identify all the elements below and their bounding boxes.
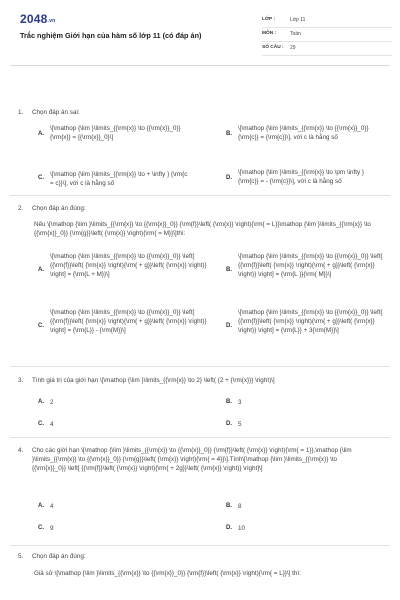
meta-row-count [262,42,392,56]
option-text: \[\mathop {\lim }\limits_{{\rm{x}} \to {{\rm{x}}_0}} \left[ {{\rm{f}}\left( {\rm{x}} \right){\rm{ + g}}\left( {\rm{x}} \right)} \right] = {\rm{L}} + 3{\rm{M}}\] [238,309,383,335]
option-letter: A. [38,267,44,273]
question-text: Chọn đáp án đúng: [32,553,86,560]
option-letter: C. [38,421,44,427]
answer-option-b[interactable] [226,252,386,279]
answer-option-c[interactable] [38,170,188,188]
question-text: Chọn đáp án đúng: [32,205,86,212]
question-5 [18,552,386,598]
option-text: 4 [50,503,54,510]
meta-row-grade [262,14,392,28]
option-text: 5 [238,421,242,428]
question-3 [18,376,386,436]
option-text: \[\mathop {\lim }\limits_{{\rm{x}} \to {{\rm{x}}_0}} \left[ {{\rm{f}}\left( {\rm{x}} \right){\rm{ + g}}\left( {\rm{x}} \right)} \right] = {\rm{L}} - {\rm{M}}\] [50,309,207,335]
question-number: 2. [18,205,24,212]
option-text: \[\mathop {\lim }\limits_{{\rm{x}} \to + \infty } {\rm{c = c}}\], với c là hằng số [50,171,188,188]
question-number: 1. [18,109,24,116]
question-stem [18,376,386,385]
meta-row-subject [262,28,392,42]
option-text: 10 [238,525,246,532]
question-body: Nếu \[\mathop {\lim }\limits_{{\rm{x}} \to {{\rm{x}}_0}} {\rm{f}}\left( {\rm{x}} \right){\rm{ = L}}\mathop {\lim }\limits_{{\rm{x}} \to {{\rm{x}}_0}} {\rm{g}}\left( {\rm{x}} \right){\rm{ = M}}\]thì: [34,221,371,238]
question-divider [10,195,390,196]
site-logo[interactable]: 2048.vn [20,12,56,26]
meta-label: SỐ CÂU : [262,45,284,51]
question-text: Tính giá trị của giới hạn \[\mathop {\lim }\limits_{{\rm{x}} \to 2} \left( {2 + {\rm{x}}} \right)\] [32,377,275,384]
option-text: \[\mathop {\lim }\limits_{{\rm{x}} \to {{\rm{x}}_0}} \left[ {{\rm{f}}\left( {\rm{x}} \right){\rm{ + g}}\left( {\rm{x}} \right)} \right] = {\rm{L }}{\rm{ M}}\] [238,253,383,279]
option-letter: A. [38,131,44,137]
answer-option-b[interactable] [226,398,376,407]
question-number: 4. [18,447,24,454]
question-stem [18,204,386,213]
question-number: 3. [18,377,24,384]
option-letter: D. [226,421,232,427]
question-divider [10,545,390,546]
answer-option-c[interactable] [38,420,188,429]
question-text: Cho các giới hạn \[\mathop {\lim }\limits_{{\rm{x}} \to {{\rm{x}}_0}} {\rm{f}}\left( {\rm{x}} \right){\rm{ = 1}},\mathop {\lim }\limits_{{\rm{x}} \to {{\rm{x}}_0}} {\rm{g}}\left( {\rm{x}} \right){\rm{ = 4}}\].Tính\[\mathop {\lim }\limits_{{\rm{x}} \to {{\rm{x}}_0}} \left[ {{\rm{f}}\left( {\rm{x}} \right){\rm{ + 2g}}\left( {\rm{x}} \right)} \right]\] [32,447,352,473]
answer-option-a[interactable] [38,398,188,407]
quiz-meta [262,14,392,56]
answer-option-d[interactable] [226,168,386,186]
option-text: \[\mathop {\lim }\limits_{{\rm{x}} \to {{\rm{x}}_0}} {\rm{x}} = {{\rm{x}}_0}\] [50,125,181,142]
question-stem [18,108,386,117]
option-text: \[\mathop {\lim }\limits_{{\rm{x}} \to {{\rm{x}}_0}} {\rm{c}} = {\rm{c}}\], với c là hằng số [238,125,369,142]
option-letter: C. [38,175,44,181]
option-letter: B. [226,399,232,405]
meta-value: Toán [290,30,301,37]
answer-option-d[interactable] [226,524,376,533]
answer-option-c[interactable] [38,524,188,533]
answer-option-b[interactable] [226,502,376,511]
option-text: \[\mathop {\lim }\limits_{{\rm{x}} \to \pm \infty } {\rm{c}} = - {\rm{c}}\], với c là hằng số [238,169,364,186]
option-letter: B. [226,131,232,137]
meta-value: Lớp 11 [290,16,306,23]
question-number: 5. [18,553,24,560]
meta-label: MÔN : [262,31,277,37]
question-divider [10,366,390,367]
question-stem [18,446,386,473]
option-text: 3 [238,399,242,406]
question-1 [18,108,386,188]
question-4 [18,446,386,542]
option-text: 9 [50,525,54,532]
option-letter: D. [226,525,232,531]
answer-option-c[interactable] [38,308,208,335]
option-letter: C. [38,525,44,531]
option-letter: C. [38,323,44,329]
meta-value: 29 [290,44,296,51]
question-divider [10,437,390,438]
option-letter: A. [38,399,44,405]
question-body: Giả sử \[\mathop {\lim }\limits_{{\rm{x}} \to {{\rm{x}}_0}} {\rm{f}}\left( {\rm{x}} \right){\rm{ = L}}\] thì: [34,570,301,578]
answer-option-a[interactable] [38,252,208,279]
option-text: 2 [50,399,54,406]
answer-option-a[interactable] [38,502,188,511]
option-text: 8 [238,503,242,510]
answer-option-b[interactable] [226,124,386,142]
answer-option-d[interactable] [226,420,376,429]
option-letter: B. [226,503,232,509]
answer-option-d[interactable] [226,308,386,335]
question-2 [18,204,386,362]
option-letter: A. [38,503,44,509]
option-text: \[\mathop {\lim }\limits_{{\rm{x}} \to {{\rm{x}}_0}} \left[ {{\rm{f}}\left( {\rm{x}} \right){\rm{ + g}}\left( {\rm{x}} \right)} \right] = {\rm{L + M}}\] [50,253,207,279]
option-letter: B. [226,267,232,273]
document-title: Trắc nghiệm Giới hạn của hàm số lớp 11 (có đáp án) [20,31,202,40]
meta-label: LỚP : [262,17,276,23]
document-header [10,0,390,66]
option-letter: D. [226,175,232,181]
question-text: Chọn đáp án sai: [32,109,80,116]
question-stem [18,552,386,561]
option-text: 4 [50,421,54,428]
option-letter: D. [226,323,232,329]
answer-option-a[interactable] [38,124,188,142]
